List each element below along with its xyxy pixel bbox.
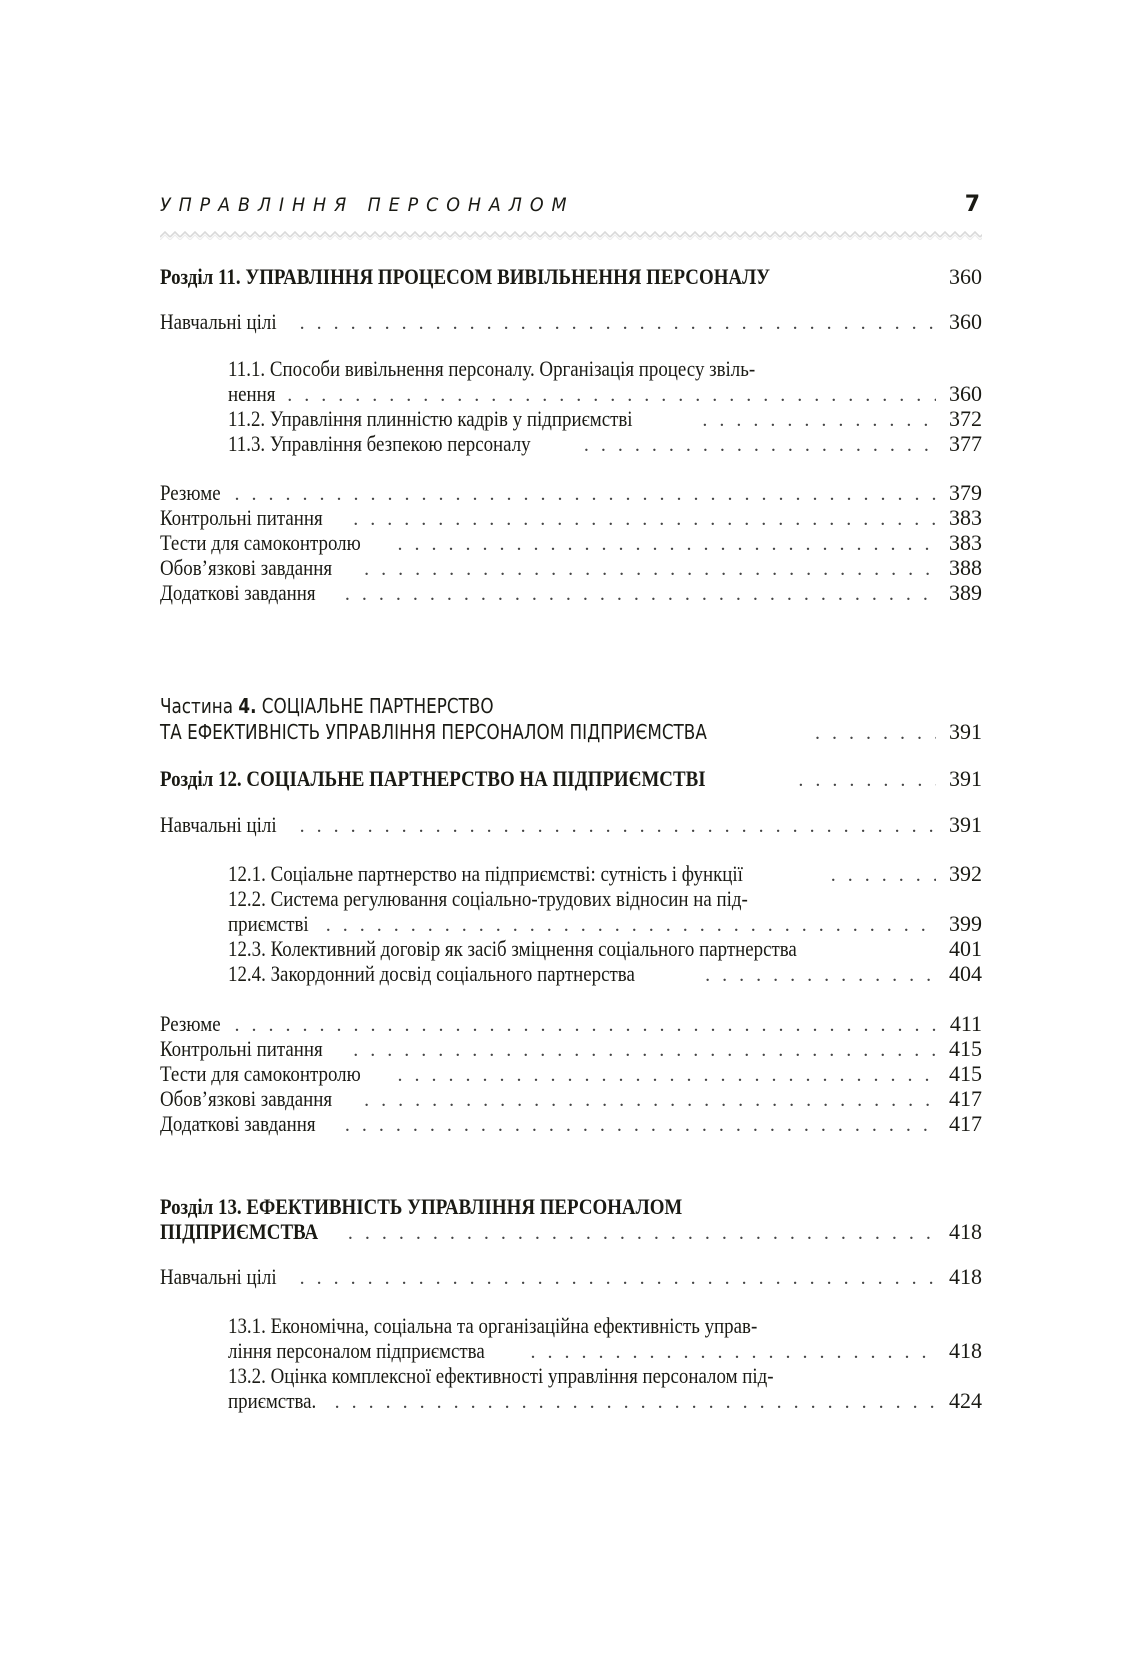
leader-dots [397, 532, 936, 557]
page-ref: 389 [949, 580, 982, 605]
page-ref: 404 [949, 961, 982, 986]
toc-extras-ch11 [160, 480, 982, 605]
page-ref: 415 [949, 1036, 982, 1061]
toc-resume[interactable] [160, 480, 982, 505]
leader-dots [300, 311, 936, 336]
section-title-cont: приємства. [228, 1388, 317, 1413]
leader-dots [531, 1340, 936, 1365]
page-ref: 360 [949, 381, 982, 406]
section-title-cont: нення [228, 381, 276, 406]
decorative-wave-border [160, 229, 982, 240]
section-title: 11.2. Управління плинністю кадрів у підприємстві [228, 406, 633, 431]
leader-dots [705, 963, 936, 988]
toc-self-tests[interactable] [160, 530, 982, 555]
leader-dots [345, 1113, 936, 1138]
running-head-title: УПРАВЛІННЯ ПЕРСОНАЛОМ [160, 194, 575, 216]
leader-dots [326, 913, 936, 938]
page-ref: 418 [949, 1219, 982, 1244]
entry-label: Резюме [160, 480, 221, 505]
section-title: 11.3. Управління безпекою персоналу [228, 431, 531, 456]
section-title: 12.3. Колективний договір як засіб зміцнення соціального партнерства [228, 936, 797, 961]
section-title: 13.2. Оцінка комплексної ефективності управління персоналом під- [228, 1363, 774, 1388]
leader-dots [831, 863, 936, 888]
toc-section-12-3[interactable] [228, 936, 982, 961]
leader-dots [353, 507, 936, 532]
page-ref: 372 [949, 406, 982, 431]
page-ref: 383 [949, 505, 982, 530]
chapter-title: Розділ 13. ЕФЕКТИВНІСТЬ УПРАВЛІННЯ ПЕРСОНАЛОМ [160, 1194, 683, 1219]
toc-extras-ch12 [160, 1011, 982, 1136]
toc-section-13-1[interactable] [228, 1313, 982, 1363]
part-title-line2: ТА ЕФЕКТИВНІСТЬ УПРАВЛІННЯ ПЕРСОНАЛОМ ПІДПРИЄМСТВА [160, 720, 707, 744]
page-ref: 418 [949, 1264, 982, 1289]
entry-label: Тести для самоконтролю [160, 530, 361, 555]
leader-dots [345, 582, 936, 607]
page-ref: 401 [949, 936, 982, 961]
toc-section-11-1[interactable] [228, 356, 982, 406]
page-ref: 417 [949, 1111, 982, 1136]
page-number: 7 [964, 192, 980, 217]
part-title-line1: Частина 4. СОЦІАЛЬНЕ ПАРТНЕРСТВО [160, 694, 494, 718]
entry-label: Резюме [160, 1011, 221, 1036]
page-ref: 391 [949, 719, 982, 744]
section-title-cont: приємстві [228, 911, 309, 936]
entry-label: Контрольні питання [160, 505, 323, 530]
toc-mandatory-tasks[interactable] [160, 555, 982, 580]
leader-dots [364, 1088, 936, 1113]
toc-section-11-3[interactable] [228, 431, 982, 456]
toc-resume[interactable] [160, 1011, 982, 1036]
toc-section-12-1[interactable] [228, 861, 982, 886]
leader-dots [335, 1390, 936, 1415]
entry-label: Додаткові завдання [160, 1111, 316, 1136]
page-ref: 360 [949, 264, 982, 289]
page-ref: 411 [949, 1011, 982, 1036]
toc-control-questions[interactable] [160, 505, 982, 530]
toc-control-questions[interactable] [160, 1036, 982, 1061]
page-ref: 391 [949, 766, 982, 791]
page-ref: 399 [949, 911, 982, 936]
running-head [160, 194, 982, 224]
entry-label: Тести для самоконтролю [160, 1061, 361, 1086]
toc-part-4[interactable] [160, 694, 982, 744]
section-title-cont: ління персоналом підприємства [228, 1338, 485, 1363]
leader-dots [235, 482, 936, 507]
toc-chapter-11[interactable] [160, 264, 982, 289]
toc-additional-tasks[interactable] [160, 1111, 982, 1136]
entry-label: Навчальні цілі [160, 309, 277, 334]
toc-section-13-2[interactable] [228, 1363, 982, 1413]
toc-additional-tasks[interactable] [160, 580, 982, 605]
entry-label: Навчальні цілі [160, 812, 277, 837]
leader-dots [364, 557, 936, 582]
page-ref: 377 [949, 431, 982, 456]
page-ref: 392 [949, 861, 982, 886]
section-title: 13.1. Економічна, соціальна та організаційна ефективність управ- [228, 1313, 758, 1338]
page-ref: 417 [949, 1086, 982, 1111]
toc-chapter-12[interactable] [160, 766, 982, 791]
leader-dots [287, 383, 936, 408]
toc-self-tests[interactable] [160, 1061, 982, 1086]
section-title: 11.1. Способи вивільнення персоналу. Організація процесу звіль- [228, 356, 756, 381]
section-title: 12.2. Система регулювання соціально-трудових відносин на під- [228, 886, 748, 911]
toc-section-11-2[interactable] [228, 406, 982, 431]
chapter-title: Розділ 11. УПРАВЛІННЯ ПРОЦЕСОМ ВИВІЛЬНЕННЯ ПЕРСОНАЛУ [160, 264, 771, 289]
page-ref: 379 [949, 480, 982, 505]
leader-dots [798, 768, 936, 793]
page-ref: 391 [949, 812, 982, 837]
leader-dots [584, 433, 936, 458]
toc-learning-goals[interactable] [160, 309, 982, 334]
leader-dots [353, 1038, 936, 1063]
leader-dots [397, 1063, 936, 1088]
chapter-title-cont: ПІДПРИЄМСТВА [160, 1219, 319, 1244]
page-ref: 415 [949, 1061, 982, 1086]
toc-chapter-13[interactable] [160, 1194, 982, 1244]
entry-label: Обов’язкові завдання [160, 555, 333, 580]
entry-label: Обов’язкові завдання [160, 1086, 333, 1111]
section-title: 12.4. Закордонний досвід соціального партнерства [228, 961, 635, 986]
toc-section-12-4[interactable] [228, 961, 982, 986]
toc-learning-goals[interactable] [160, 812, 982, 837]
entry-label: Контрольні питання [160, 1036, 323, 1061]
leader-dots [348, 1221, 936, 1246]
section-title: 12.1. Соціальне партнерство на підприємстві: сутність і функції [228, 861, 743, 886]
page-ref: 388 [949, 555, 982, 580]
page-ref: 424 [949, 1388, 982, 1413]
leader-dots [235, 1013, 936, 1038]
toc-mandatory-tasks[interactable] [160, 1086, 982, 1111]
leader-dots [815, 721, 936, 746]
entry-label: Додаткові завдання [160, 580, 316, 605]
page-ref: 383 [949, 530, 982, 555]
toc-learning-goals[interactable] [160, 1264, 982, 1289]
page-ref: 360 [949, 309, 982, 334]
leader-dots [300, 814, 936, 839]
leader-dots [300, 1266, 936, 1291]
entry-label: Навчальні цілі [160, 1264, 277, 1289]
page-ref: 418 [949, 1338, 982, 1363]
chapter-title: Розділ 12. СОЦІАЛЬНЕ ПАРТНЕРСТВО НА ПІДПРИЄМСТВІ [160, 766, 706, 791]
toc-section-12-2[interactable] [228, 886, 982, 936]
leader-dots [702, 408, 936, 433]
